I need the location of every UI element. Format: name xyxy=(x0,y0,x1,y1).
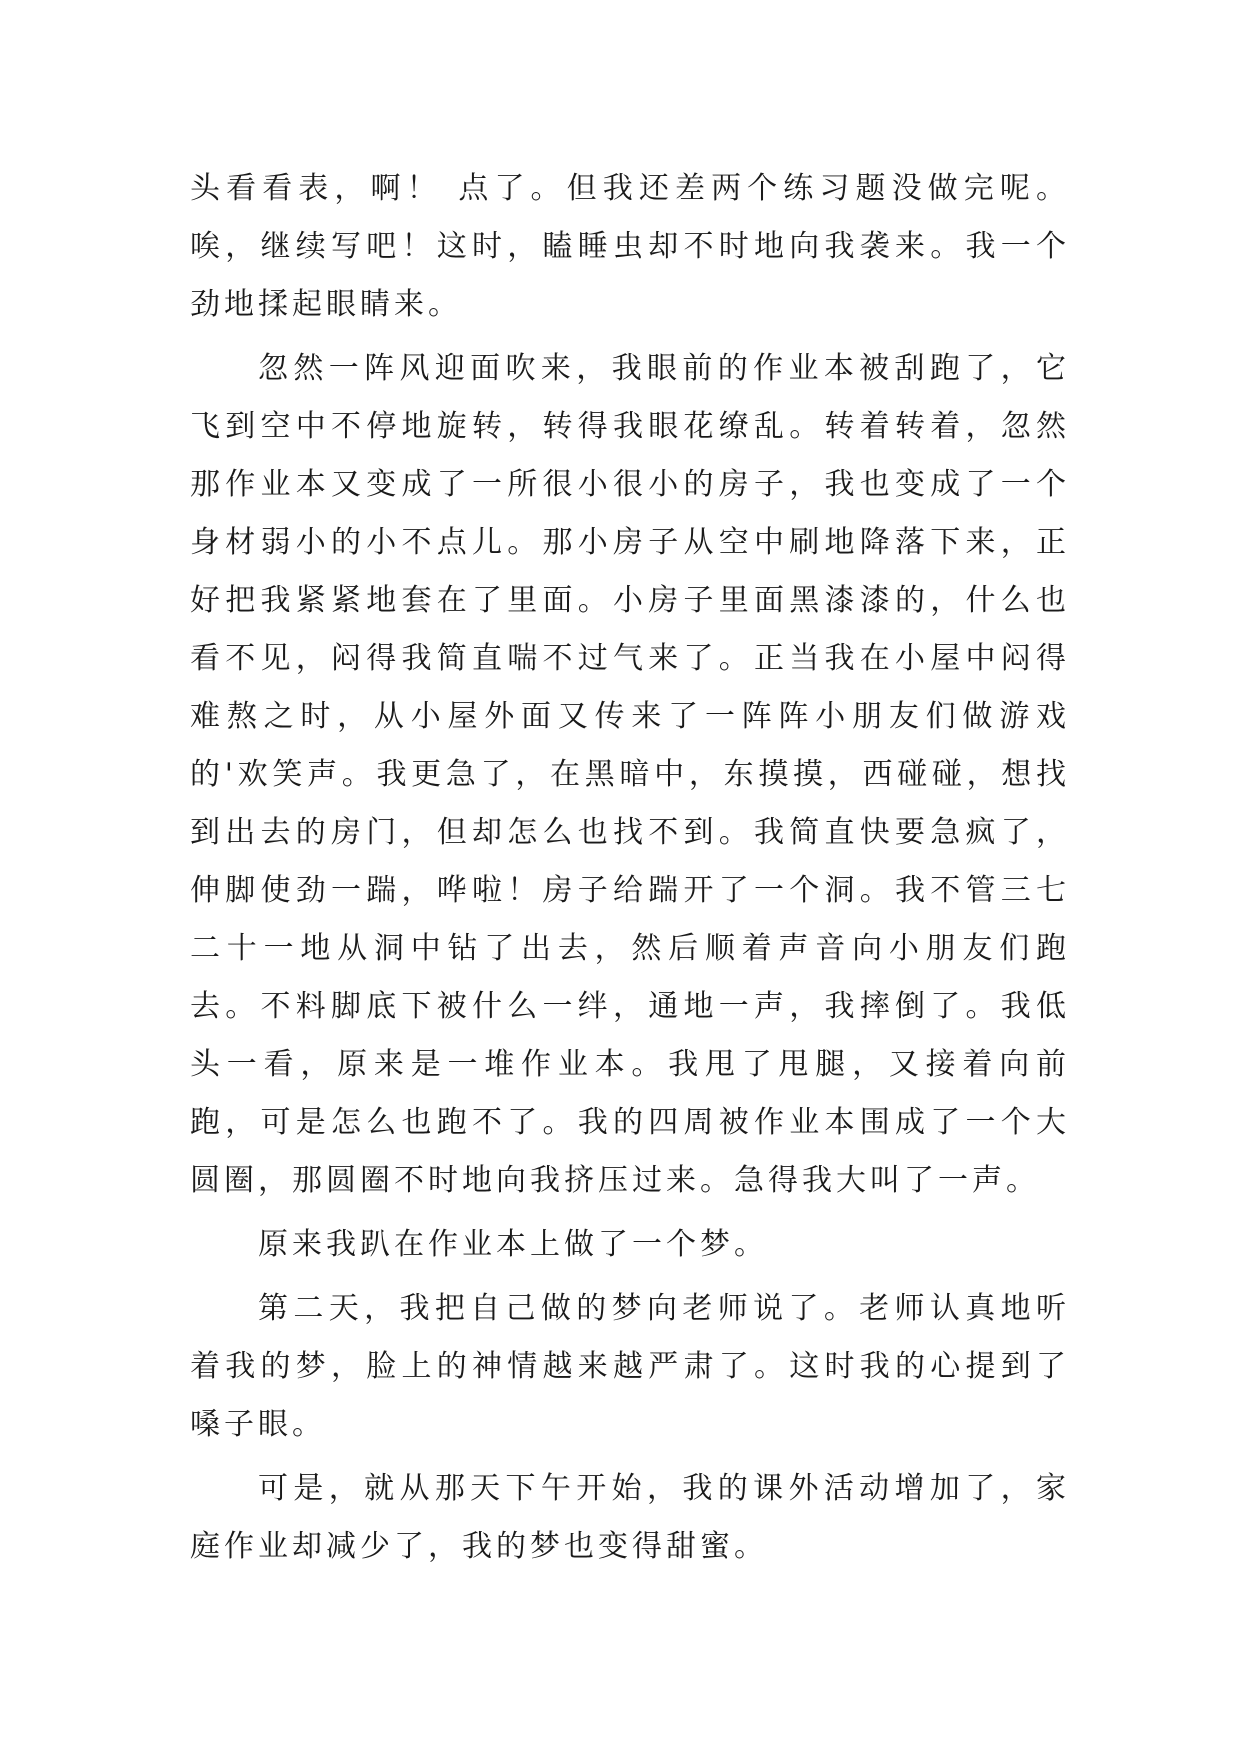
paragraph-2: 忽然一阵风迎面吹来，我眼前的作业本被刮跑了，它飞到空中不停地旋转，转得我眼花缭乱。转着转着，忽然那作业本又变成了一所很小很小的房子，我也变成了一个身材弱小的小不点儿。那小房子从空中刷地降落下来，正好把我紧紧地套在了里面。小房子里面黑漆漆的，什么也看不见，闷得我简直喘不过气来了。正当我在小屋中闷得难熬之时，从小屋外面又传来了一阵阵小朋友们做游戏的'欢笑声。我更急了，在黑暗中，东摸摸，西碰碰，想找到出去的房门，但却怎么也找不到。我简直快要急疯了，伸脚使劲一踹，哗啦！房子给踹开了一个洞。我不管三七二十一地从洞中钻了出去，然后顺着声音向小朋友们跑去。不料脚底下被什么一绊，通地一声，我摔倒了。我低头一看，原来是一堆作业本。我甩了甩腿，又接着向前跑，可是怎么也跑不了。我的四周被作业本围成了一个大圆圈，那圆圈不时地向我挤压过来。急得我大叫了一声。 xyxy=(190,351,1070,1198)
paragraph-5: 可是，就从那天下午开始，我的课外活动增加了，家庭作业却减少了，我的梦也变得甜蜜。 xyxy=(190,1471,1070,1564)
paragraph-3: 原来我趴在作业本上做了一个梦。 xyxy=(258,1227,768,1262)
paragraph-1: 头看看表，啊！ 点了。但我还差两个练习题没做完呢。唉，继续写吧！这时，瞌睡虫却不时地向我袭来。我一个劲地揉起眼睛来。 xyxy=(190,171,1070,322)
document-body xyxy=(190,160,1070,1582)
paragraph-4: 第二天，我把自己做的梦向老师说了。老师认真地听着我的梦，脸上的神情越来越严肃了。这时我的心提到了嗓子眼。 xyxy=(190,1291,1070,1442)
